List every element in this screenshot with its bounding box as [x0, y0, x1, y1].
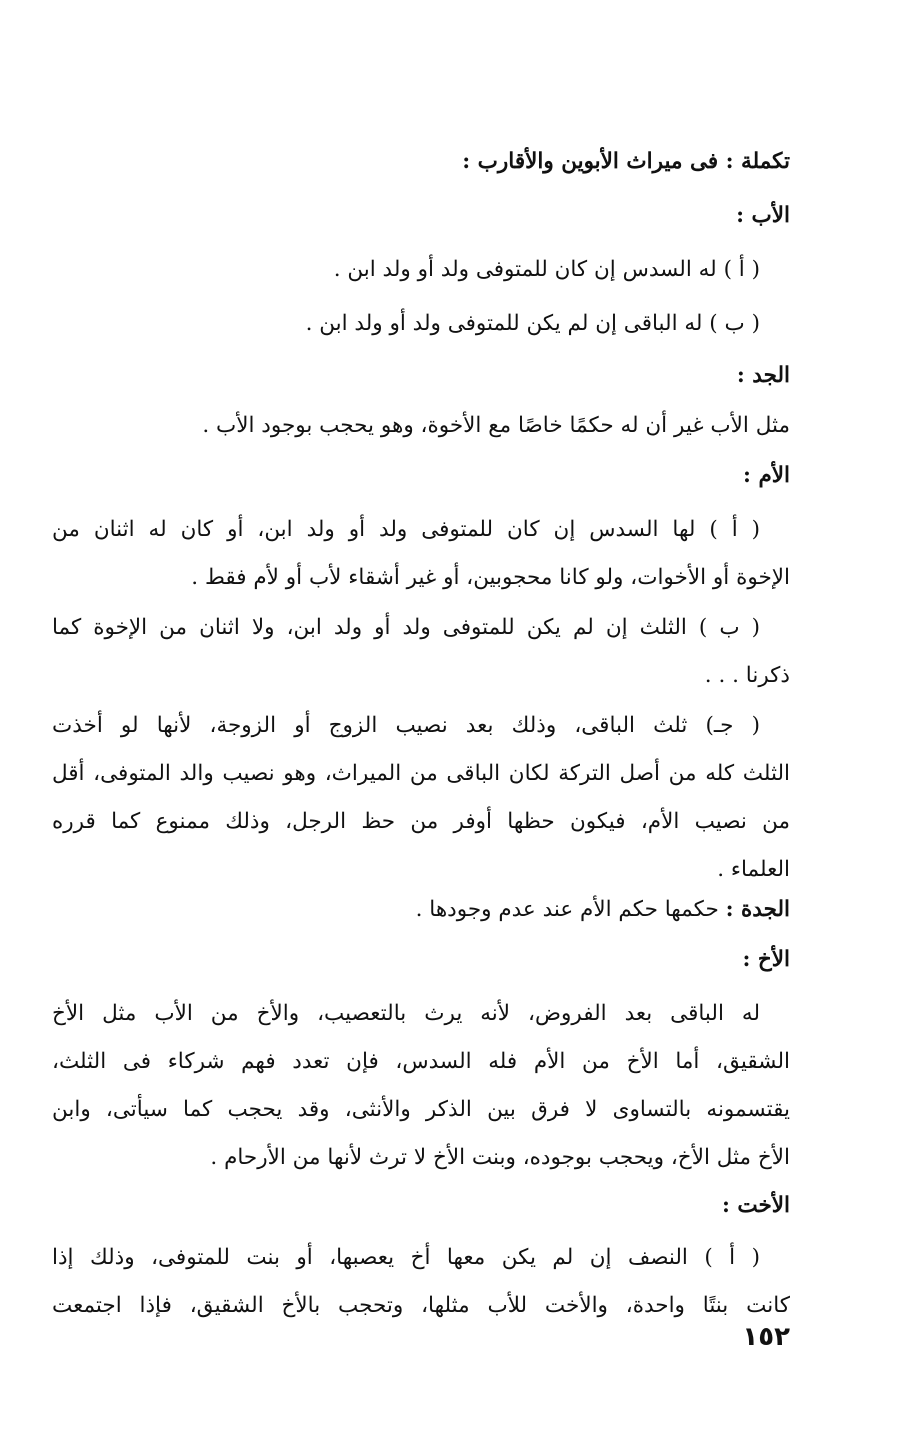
- paragraph-line: ( ب ) له الباقى إن لم يكن للمتوفى ولد أو ولد ابن .: [305, 311, 760, 336]
- paragraph-grandmother: [52, 897, 790, 923]
- heading-brother: الأخ :: [742, 947, 790, 972]
- grandmother-text: حكمها حكم الأم عند عدم وجودها .: [415, 897, 726, 922]
- paragraph-line: الإخوة أو الأخوات، ولو كانا محجوبين، أو غير أشقاء لأب أو لأم فقط .: [191, 565, 790, 590]
- paragraph-line: الثلث كله من أصل التركة لكان الباقى من الميراث، وهو نصيب والد المتوفى، أقل: [52, 761, 790, 786]
- heading-mother: الأم :: [743, 463, 790, 488]
- paragraph-line: ( ب ) الثلث إن لم يكن للمتوفى ولد أو ولد ابن، ولا اثنان من الإخوة كما: [52, 615, 760, 640]
- paragraph-line: له الباقى بعد الفروض، لأنه يرث بالتعصيب، والأخ من الأب مثل الأخ: [52, 1001, 760, 1026]
- paragraph-line: العلماء .: [717, 857, 790, 882]
- paragraph-line: مثل الأب غير أن له حكمًا خاصًا مع الأخوة، وهو يحجب بوجود الأب .: [202, 413, 790, 438]
- heading-grandmother: الجدة :: [725, 897, 790, 922]
- paragraph-line: ذكرنا . . .: [704, 663, 790, 688]
- paragraph-line: ( أ ) لها السدس إن كان للمتوفى ولد أو ولد ابن، أو كان له اثنان من: [52, 517, 760, 542]
- paragraph-line: الشقيق، أما الأخ من الأم فله السدس، فإن تعدد فهم شركاء فى الثلث،: [52, 1049, 790, 1074]
- paragraph-line: ( جـ) ثلث الباقى، وذلك بعد نصيب الزوج أو الزوجة، لأنها لو أخذت: [52, 713, 760, 738]
- paragraph-line: يقتسمونه بالتساوى لا فرق بين الذكر والأنثى، وقد يحجب كما سيأتى، وابن: [52, 1097, 790, 1122]
- paragraph-line: من نصيب الأم، فيكون حظها أوفر من حظ الرجل، وذلك ممنوع كما قرره: [52, 809, 790, 834]
- heading-grandfather: الجد :: [736, 363, 790, 388]
- heading-sister: الأخت :: [721, 1193, 790, 1218]
- page-number: ١٥٢: [742, 1322, 790, 1352]
- paragraph-line: ( أ ) له السدس إن كان للمتوفى ولد أو ولد ابن .: [333, 257, 760, 282]
- heading-father: الأب :: [736, 203, 790, 228]
- book-page: [52, 145, 790, 1375]
- section-title: تكملة : فى ميراث الأبوين والأقارب :: [462, 149, 790, 174]
- paragraph-line: ( أ ) النصف إن لم يكن معها أخ يعصبها، أو بنت للمتوفى، وذلك إذا: [52, 1245, 760, 1270]
- paragraph-line: الأخ مثل الأخ، ويحجب بوجوده، وبنت الأخ لا ترث لأنها من الأرحام .: [210, 1145, 790, 1170]
- paragraph-line: كانت بنتًا واحدة، والأخت للأب مثلها، وتحجب بالأخ الشقيق، فإذا اجتمعت: [52, 1293, 790, 1318]
